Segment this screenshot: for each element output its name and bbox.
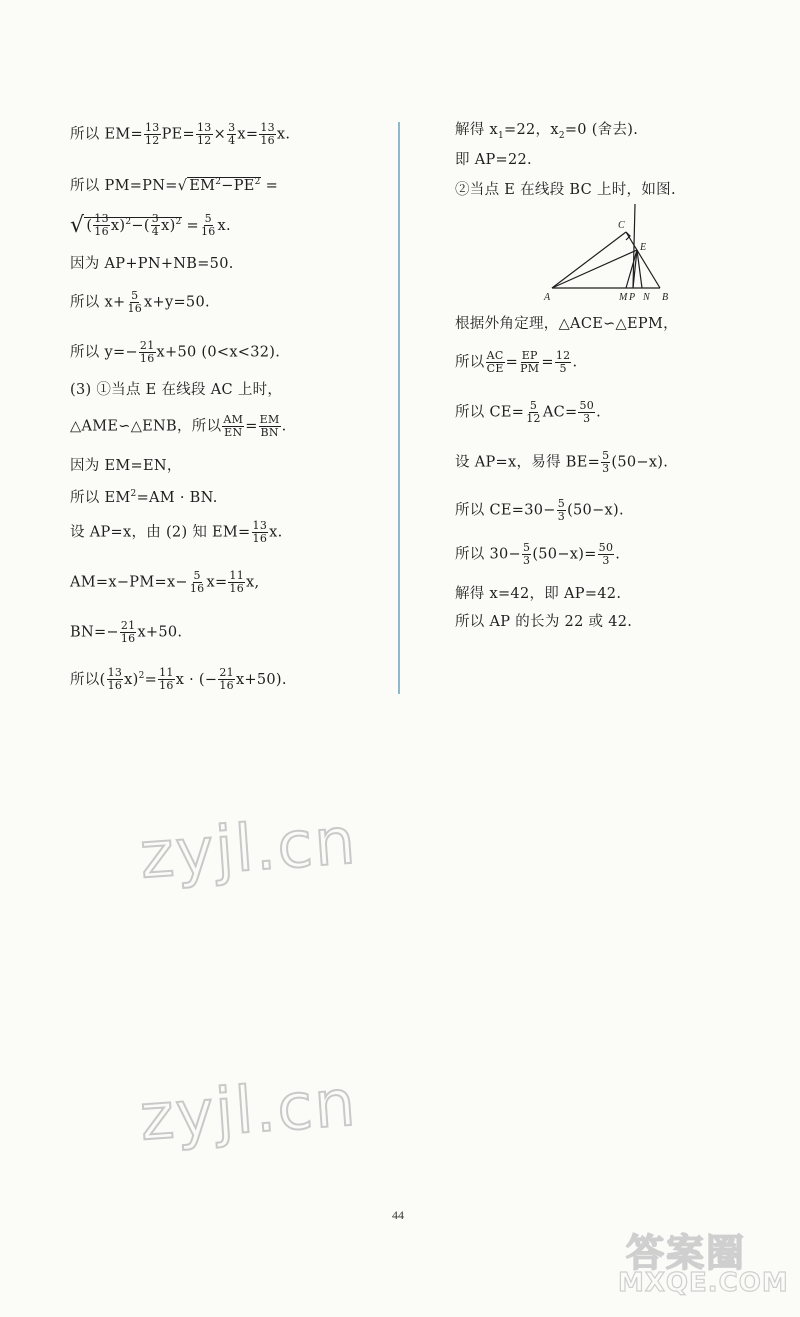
right-line-1: 解得 $x_1=22$，$x_2=0$ (舍去). [455, 122, 639, 141]
site-logo [618, 1222, 793, 1307]
label-C: C [618, 220, 625, 231]
fraction: $\frac{5}{16}$ [200, 212, 216, 239]
watermark-text: zyjl.cn [137, 804, 360, 894]
triangle-figure [540, 202, 680, 306]
left-line-13: BN=− $\frac{21}{16}$ x+50. [70, 619, 183, 645]
logo-domain: MXQE.COM [618, 1268, 789, 1298]
left-line-2: 所以 PM=PN=√ $EM^2-PE^2$ = [70, 177, 279, 194]
sqrt-sign: √ [177, 177, 188, 194]
label-E: E [640, 242, 647, 253]
page-number: 44 [392, 1208, 404, 1222]
column-divider [398, 122, 400, 694]
fraction: $\frac{11}{16}$ [159, 666, 174, 693]
left-line-10: 所以 $EM^2=AM$ · BN. [70, 489, 218, 506]
label-N: N [643, 292, 650, 303]
fraction: $\frac{11}{16}$ [229, 569, 245, 595]
logo-chinese: 答案圈 [626, 1231, 747, 1275]
left-line-8: △AME∽△ENB，所以 $\frac{AM}{EN}$ = $\frac{EM}{BN}$ . [70, 413, 287, 439]
right-line-3: ②当点 E 在线段 BC 上时，如图. [455, 182, 676, 198]
left-line-12: AM=x−PM=x− $\frac{5}{16}$ x= $\frac{11}{16}$ x, [70, 569, 260, 595]
left-line-5: 所以 x+ $\frac{5}{16}$ x+y=50. [70, 289, 210, 315]
fraction: $\frac{12}{5}$ [555, 349, 571, 375]
fraction: $\frac{3}{4}$ [228, 121, 236, 147]
line-EN [637, 250, 642, 288]
watermark-text: zyjl.cn [137, 1066, 360, 1156]
fraction: $\frac{5}{3}$ [602, 449, 610, 475]
fraction: $\frac{13}{16}$ [107, 666, 123, 693]
right-line-6: 所以 CE= $\frac{5}{12}$ AC= $\frac{50}{3}$ . [455, 399, 602, 425]
sqrt-body: ( $\frac{13}{16}$ x)$^2$−( $\frac{3}{4}$ x)$^2$ [86, 212, 182, 239]
fraction: $\frac{21}{16}$ [120, 619, 136, 645]
fraction: $\frac{13}{16}$ [252, 519, 268, 545]
right-line-2: 即 AP=22. [455, 152, 532, 168]
sqrt-body: $EM^2-PE^2$ [189, 177, 261, 194]
line-CB [626, 232, 660, 288]
right-line-10: 解得 x=42，即 AP=42. [455, 586, 622, 602]
label-M: M [619, 292, 628, 303]
fraction: $\frac{EP}{PM}$ [520, 349, 540, 375]
fraction: $\frac{50}{3}$ [598, 541, 614, 567]
fraction: $\frac{5}{16}$ [189, 569, 205, 595]
right-line-4: 根据外角定理，△ACE∽△EPM， [455, 316, 678, 332]
label-B: B [662, 292, 669, 303]
left-line-4: 因为 AP+PN+NB=50. [70, 256, 234, 272]
fraction: $\frac{5}{3}$ [523, 541, 531, 567]
right-line-7: 设 AP=x，易得 BE= $\frac{5}{3}$ (50−x). [455, 449, 669, 475]
right-line-5: 所以 $\frac{AC}{CE}$ = $\frac{EP}{PM}$ = $\frac{12}{5}$ . [455, 349, 578, 375]
fraction: $\frac{5}{16}$ [127, 289, 143, 315]
fraction: $\frac{AM}{EN}$ [223, 413, 244, 439]
fraction: $\frac{AC}{CE}$ [486, 349, 504, 375]
left-line-3: √ ( $\frac{13}{16}$ x)$^2$−( $\frac{3}{4}$ x)$^2$ = $\frac{5}{16}$ x. [70, 212, 231, 239]
fraction: $\frac{5}{3}$ [557, 497, 566, 523]
left-line-7: (3) ①当点 E 在线段 AC 上时， [70, 382, 283, 398]
left-line-9: 因为 EM=EN， [70, 458, 182, 474]
fraction: $\frac{21}{16}$ [219, 666, 234, 693]
fraction: $\frac{13}{16}$ [260, 121, 275, 147]
right-line-11: 所以 AP 的长为 22 或 42. [455, 614, 633, 630]
right-line-8: 所以 CE=30− $\frac{5}{3}$ (50−x). [455, 497, 624, 523]
label-P: P [629, 292, 636, 303]
label-A: A [544, 292, 551, 303]
fraction: $\frac{13}{12}$ [145, 121, 160, 147]
left-line-1: 所以 EM= $\frac{13}{12}$ PE= $\frac{13}{12}$ × $\frac{3}{4}$ x= $\frac{13}{16}$ x. [70, 121, 291, 147]
fraction: $\frac{50}{3}$ [579, 399, 595, 425]
left-line-6: 所以 y=− $\frac{21}{16}$ x+50 (0<x<32). [70, 339, 281, 365]
fraction: $\frac{5}{12}$ [526, 399, 541, 425]
sqrt-sign: √ [70, 212, 85, 238]
fraction: $\frac{13}{12}$ [197, 121, 212, 147]
left-line-14: 所以( $\frac{13}{16}$ x)$^2$= $\frac{11}{16}$ x · (− $\frac{21}{16}$ x+50). [70, 666, 287, 693]
right-line-9: 所以 30− $\frac{5}{3}$ (50−x)= $\frac{50}{3}$ . [455, 541, 621, 567]
fraction: $\frac{EM}{BN}$ [259, 413, 280, 439]
left-line-11: 设 AP=x，由 (2) 知 EM= $\frac{13}{16}$ x. [70, 519, 283, 545]
fraction: $\frac{21}{16}$ [139, 339, 155, 365]
